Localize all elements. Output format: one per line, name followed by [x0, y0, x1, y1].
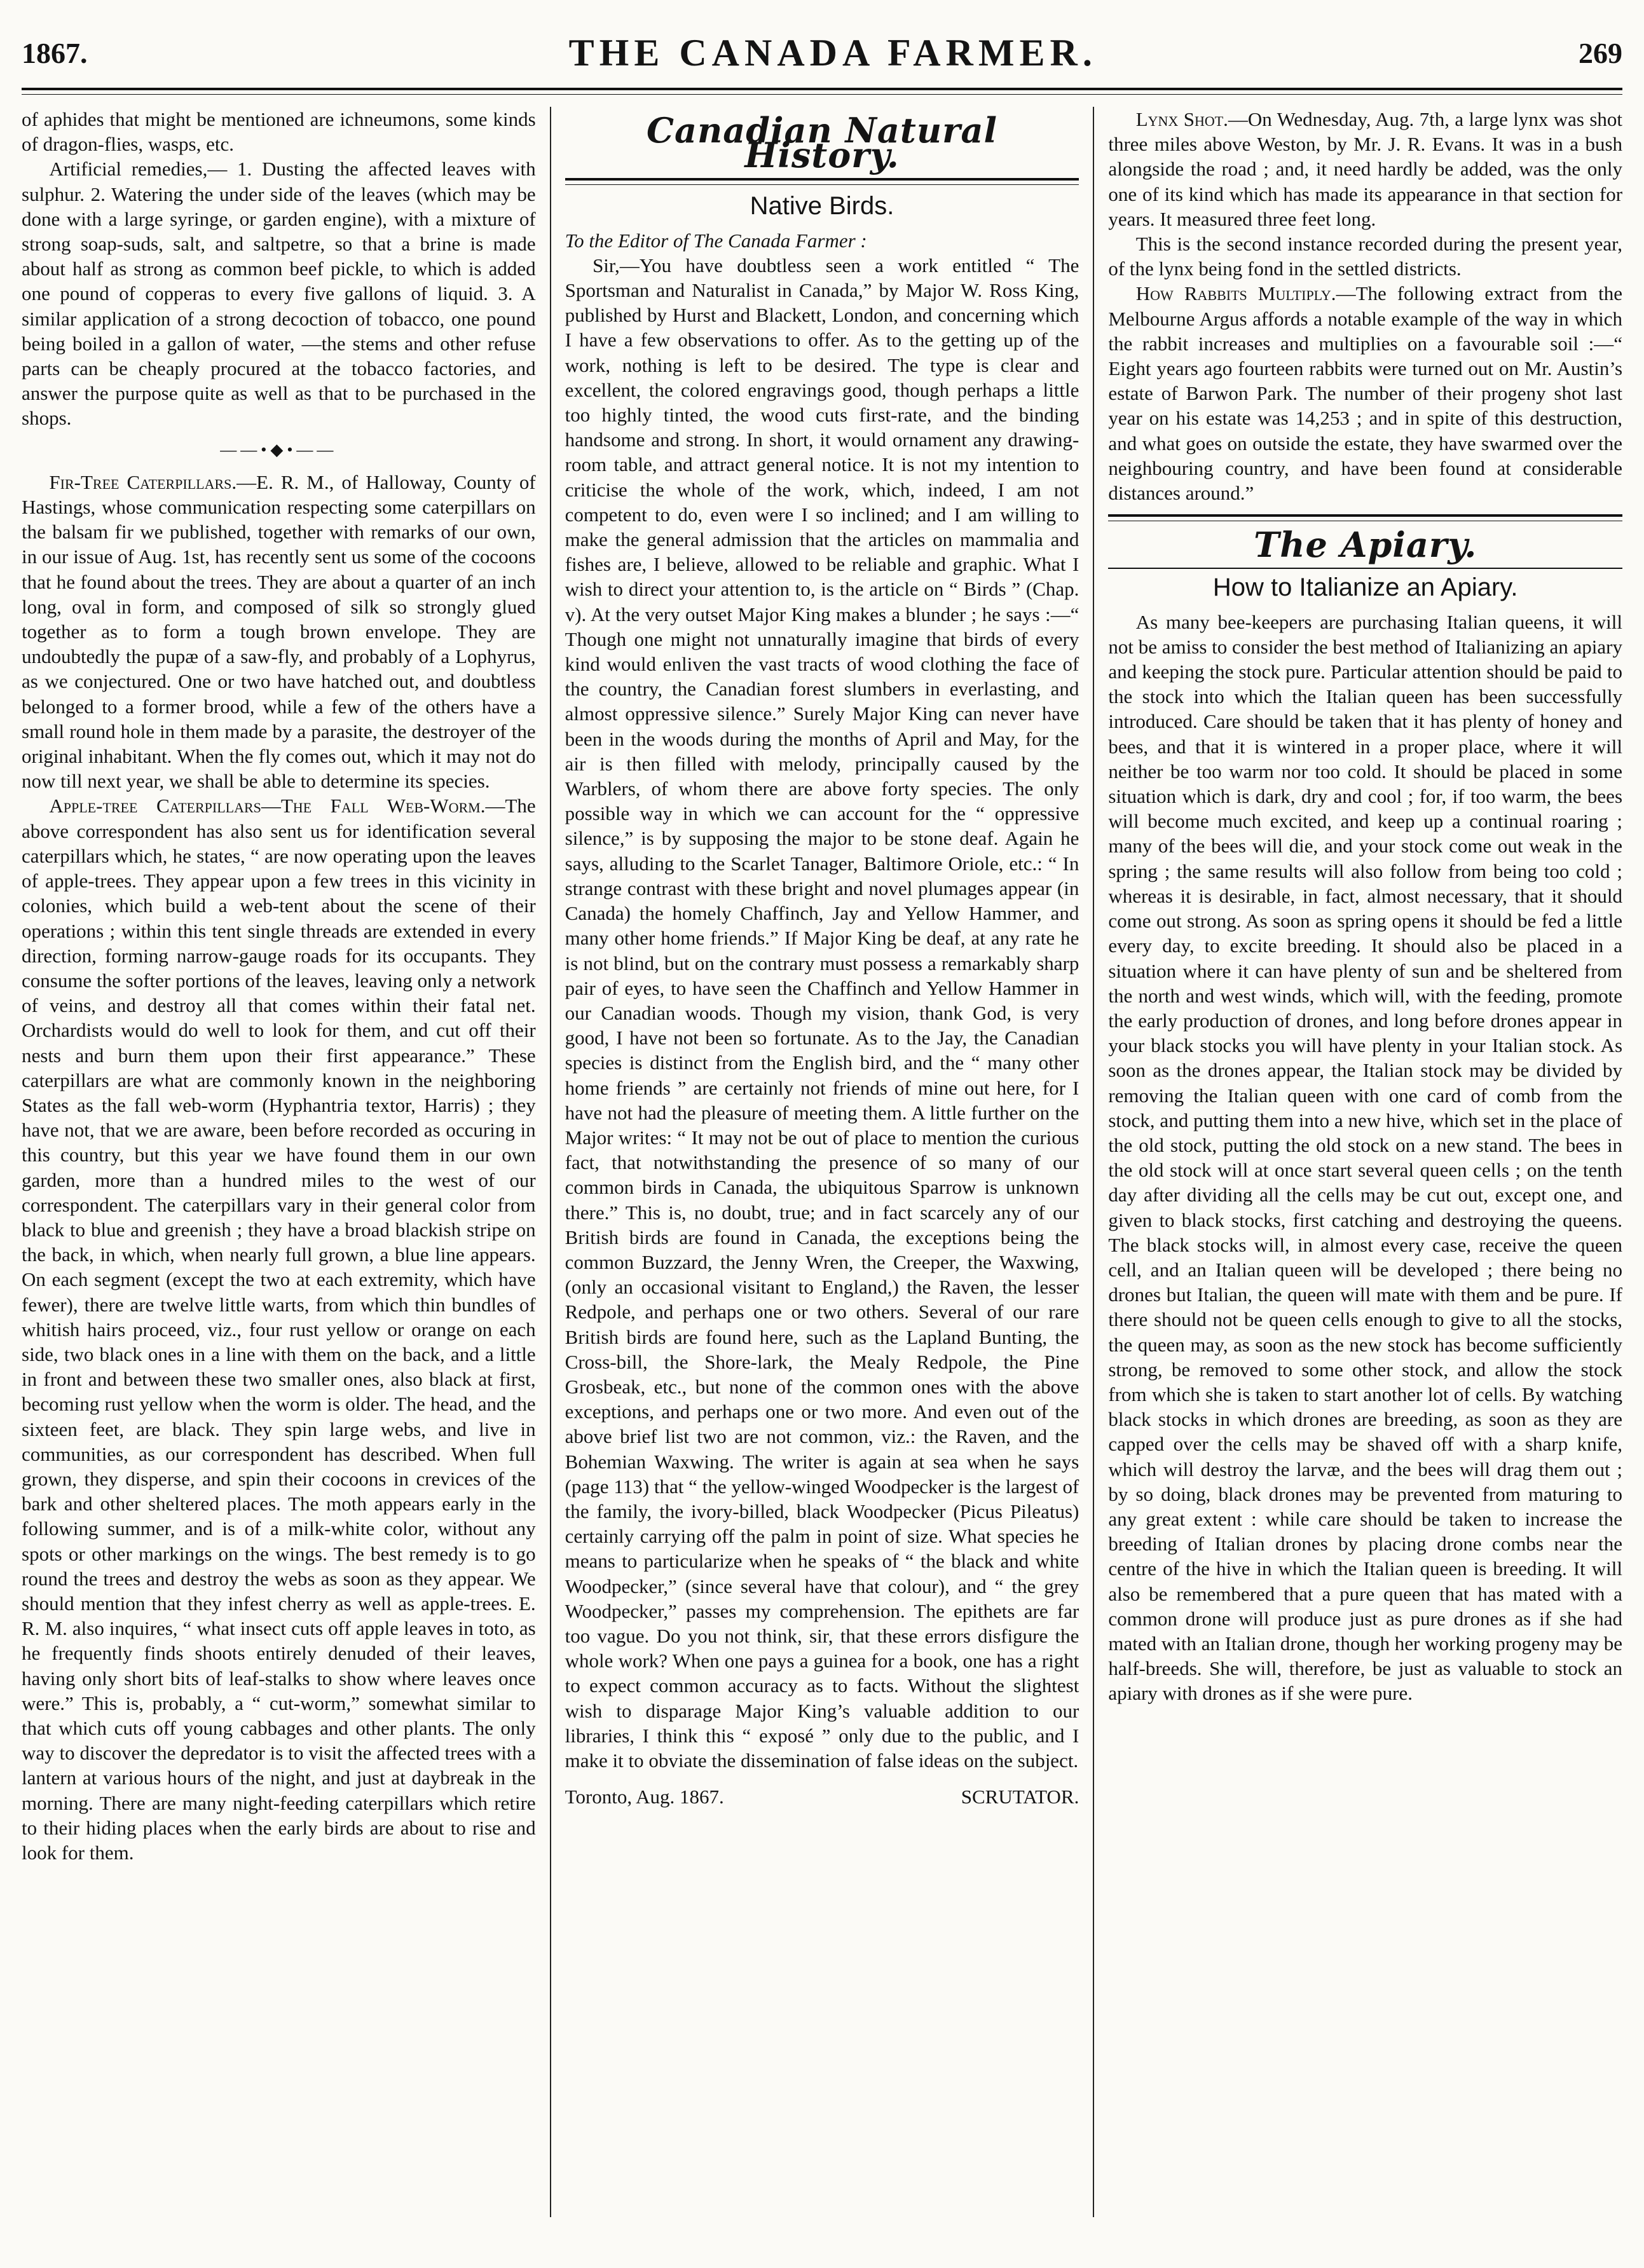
column-2 [551, 107, 1093, 2217]
dateline: Toronto, Aug. 1867. [565, 1786, 724, 1808]
article-apple [22, 793, 536, 1865]
article-firtree [22, 470, 536, 794]
article-body: —On Wednesday, Aug. 7th, a large lynx was shot three miles above Weston, by Mr. J. R. Evans. It was in a bush alongside the road ; and, it need hardly be added, was the only one of its kind which has made its appearance in that section for years. It measured three feet long. [1108, 108, 1623, 230]
letter-body: Sir,—You have doubtless seen a work entitled “ The Sportsman and Naturalist in Canada,” by Major W. Ross King, published by Hurst and Blackett, London, and concerning which I have a few observations to offer. As to the getting up of the work, nothing is left to be desired. The type is clear and excellent, the colored engravings good, though perhaps a little too highly tinted, the wood cuts first-rate, and the binding handsome and strong. In short, it would ornament any drawing-room table, and attract general notice. It is not my intention to criticise the whole of the work, which, indeed, I am not competent to do, even were I so inclined; and I am willing to make the general admission that the articles on mammalia and fishes are, I believe, allowed to be reliable and graphic. What I wish to direct your attention to, is the article on “ Birds ” (Chap. v). At the very outset Major King makes a blunder ; he says :—“ Though one might not unnaturally imagine that birds of every kind would enliven the vast tracts of wood clothing the face of the country, the Canadian forest slumbers in everlasting, and almost oppressive silence.” Surely Major King can never have been in the woods during the months of April and May, for the air is then filled with melody, principally caused by the Warblers, of whom there are above forty species. The only possible way in which we can account for the “ oppressive silence,” is by supposing the major to be stone deaf. Again he says, alluding to the Scarlet Tanager, Baltimore Oriole, etc.: “ In strange contrast with these bright and novel plumages appear (in Canada) the homely Chaffinch, Jay and Yellow Hammer, and many other home friends.” If Major King be deaf, at any rate he is not blind, but on the contrary must possess a remarkably sharp pair of eyes, to have seen the Chaffinch and Yellow Hammer in our Canadian woods. Though my vision, thank God, is very good, I have not been so fortunate. As to the Jay, the Canadian species is distinct from the English bird, and the “ many other home friends ” are certainly not friends of mine out here, for I have not had the pleasure of meeting them. A little further on the Major writes: “ It may not be out of place to mention the curious fact, that notwithstanding the presence of so many of our common birds in Canada, the ubiquitous Sparrow is unknown there.” This is, no doubt, true; and in fact scarcely any of our British birds are found in Canada, the exceptions being the common Buzzard, the Jenny Wren, the Creeper, the Waxwing, (only an occasional visitant to England,) the Raven, the lesser Redpole, and perhaps one or two others. Several of our rare British birds are found here, such as the Lapland Bunting, the Cross-bill, the Shore-lark, the Mealy Redpole, the Pine Grosbeak, etc., but none of the common ones with the above exceptions, and perhaps one or two more. And even out of the above brief list two are not common, viz.: the Raven, and the Bohemian Waxwing. The writer is again at sea when he says (page 113) that “ the yellow-winged Woodpecker is the largest of the family, the ivory-billed, black Woodpecker (Picus Pileatus) certainly carrying off the palm in point of size. What species he means to particularize when he speaks of “ the black and white Woodpecker,” (since several have that colour), and “ the grey Woodpecker,” passes my comprehension. The epithets are far too vague. Do you not think, sir, that these errors disfigure the whole work? When one pays a guinea for a book, one has a right to expect common accuracy as to facts. Without the slightest wish to disparage Major King’s valuable addition to our libraries, I think this “ exposé ” only due to the public, and I make it to obviate the dissemination of false ideas on the subject. [565, 254, 1079, 1772]
article-title: How to Italianize an Apiary. [1212, 573, 1518, 602]
article-lead: Apple-tree Caterpillars—The Fall Web-Worm. [49, 795, 486, 817]
title-rule [1108, 568, 1622, 569]
signature: SCRUTATOR. [961, 1786, 1079, 1808]
column-3 [1094, 107, 1622, 2217]
paragraph: of aphides that might be mentioned are ichneumons, some kinds of dragon-flies, wasps, etc. [22, 108, 536, 156]
page-number: 269 [1579, 36, 1622, 69]
section-rule [565, 178, 1079, 185]
header-rule-thin [22, 94, 1622, 95]
section-heading: The Apiary. [1254, 524, 1477, 566]
header-rule [22, 88, 1622, 90]
signoff [565, 1784, 1079, 1809]
columns [22, 107, 1622, 2217]
article-body: As many bee-keepers are purchasing Italian queens, it will not be amiss to consider the best method of Italianizing an apiary and keeping the stock pure. Particular attention should be paid to the stock into which the Italian queen has been successfully introduced. Care should be taken that it has plenty of honey and bees, and that it is wintered in a proper place, where it will neither be too warm nor too cold. It should be placed in some situation which is dark, dry and cool ; for, if too warm, the bees will become much excited, and keep up a continual roaring ; many of the bees will die, and your stock come out weak in the spring ; the same results will also follow from being too cold ; whereas it is desirable, in fact, almost necessary, that it should come out strong. As soon as spring opens it should be fed a little every day, to excite breeding. It should also be placed in a situation where it can have plenty of sun and be sheltered from the north and west winds, which will, with the feeding, promote the early production of drones, and long before drones appear in your black stocks you will have plenty in your Italian stock. As soon as the drones appear, the Italian stock may be divided by removing the Italian queen with one card of comb from the stock, and putting them into a new hive, which set in the place of the old stock, putting the old stock on a new stand. The bees in the old stock will at once start several queen cells ; on the tenth day after dividing all the cells may be cut out, except one, and given to black stocks, first catching and destroying the queens. The black stocks will, in almost every case, receive the queen cell, and an Italian queen will be developed ; there being no drones but Italian, the queen will mate with them and be pure. If there should not be queen cells enough to give to all the stocks, the queen may, as soon as the new stock has become sufficiently strong, be removed to some other stock, and allow the stock from which she is taken to start another lot of cells. By watching black stocks in which drones are breeding, as soon as they are capped over the cells may be shaved off with a sharp knife, which will destroy the larvæ, and the bees will drag them out ; by so doing, black drones may be prevented from maturing to any great extent : while care should be taken to increase the breeding of Italian drones by placing drone combs near the centre of the hive in which the Italian queen is breeding. It will also be remembered that a pure queen that has mated with a common drone will produce just as pure drones as if she had mated with an Italian drone, though her working progeny may be half-breeds. She will, therefore, be just as valuable to stock an apiary with drones as if she were pure. [1108, 610, 1623, 1705]
ornament-divider: ——•◆•—— [220, 440, 338, 459]
paragraph: Artificial remedies,— 1. Dusting the affected leaves with sulphur. 2. Watering the under side of the leaves (which may be done with a large syringe, or garden engine), with a mixture of strong soap-suds, salt, and saltpetre, so that a brine is made about half as strong as common beef pickle, to which is added one pound of copperas to every five gallons of liquid. 3. A similar application of a strong decoction of tobacco, one pound being boiled in a gallon of water, —the stems and other refuse parts can be cheaply procured at the tobacco factories, and answer the purpose quite as well as that to be purchased in the shops. [22, 158, 536, 430]
article-rabbits [1108, 281, 1622, 505]
paragraph: This is the second instance recorded during the present year, of the lynx being fond in the settled districts. [1108, 233, 1623, 280]
article-body: —The following extract from the Melbourne Argus affords a notable example of the way in which the rabbit increases and multiplies on a favourable soil :—“ Eight years ago fourteen rabbits were turned out on Mr. Austin’s estate of Barwon Park. The number of their progeny shot last year on his estate was 14,253 ; and in spite of this destruction, and what goes on outside the estate, they have swarmed over the neighbouring country, and have been found at considerable distances around.” [1108, 282, 1623, 505]
newspaper-title: THE CANADA FARMER. [568, 31, 1097, 74]
article-lead: Lynx Shot. [1135, 108, 1228, 130]
issue-year: 1867. [22, 36, 88, 69]
section-rule [1108, 514, 1622, 521]
column-1 [22, 107, 550, 2217]
article-body: —The above correspondent has also sent us for identification several caterpillars which, he states, “ are now operating upon the leaves of apple-trees. They appear upon a few trees in this vicinity in colonies, which build a web-tent about the scene of their operations ; within this tent single threads are extended in every direction, forming narrow-gauge roads for its occupants. They consume the softer portions of the leaves, leaving only a network of veins, and destroy all that comes within their fatal net. Orchardists would do well to look for them, and cut off their nests and burn them upon their first appearance.” These caterpillars are what are commonly known in the neighboring States as the fall web-worm (Hyphantria textor, Harris) ; they have not, that we are aware, been before recorded as occuring in this country, but this year we have found them in our own garden, more than a hundred miles to the west of our correspondent. The caterpillars vary in their general color from black to blue and greenish ; they have a broad blackish stripe on the back, in which, when nearly full grown, a blue line appears. On each segment (except the two at each extremity, which have fewer), there are twelve little warts, from which thin bundles of whitish hairs proceed, viz., four rust yellow or orange on each side, two black ones in a line with them on the back, and a little in front and between these two smaller ones, also black at first, becoming rust yellow when the worm is older. The head, and the sixteen feet, are black. They spin large webs, and live in communities, as our correspondent has described. When full grown, they disperse, and spin their cocoons in crevices of the bark and other sheltered places. The moth appears early in the following summer, and is of a milk-white color, without any spots or other markings on the wings. The best remedy is to go round the trees and destroy the webs as soon as they appear. We should mention that they infest cherry as well as apple-trees. E. R. M. also inquires, “ what insect cuts off apple leaves in toto, as he frequently finds shoots entirely denuded of their leaves, having only short bits of leaf-stalks to show where leaves once were.” This is, probably, a “ cut-worm,” somewhat similar to that which cuts off young cabbages and other plants. The only way to discover the depredator is to visit the affected trees with a lantern at various hours of the night, and just at daybreak in the morning. There are many night-feeding caterpillars which retire to their hiding places when the early birds are about to rise and look for them. [22, 795, 536, 1864]
section-heading: Canadian Natural History. [646, 110, 998, 176]
article-body: —E. R. M., of Halloway, County of Hastings, whose communication respecting some caterpillars on the balsam fir we published, together with remarks of our own, in our issue of Aug. 1st, has recently sent us some of the cocoons that he found about the trees. They are about a quarter of an inch long, oval in form, and composed of silk so strongly glued together as to form a tough brown envelope. They are undoubtedly the pupæ of a saw-fly, and probably of a Lophyrus, as we conjectured. One or two have hatched out, and doubtless belonged to a former brood, while a few of the others have a small round hole in them made by a parasite, the destroyer of the original inhabitant. When the fly comes out, which it may not do now till next year, we shall be able to determine its species. [22, 470, 536, 793]
masthead [22, 24, 1622, 81]
salutation: To the Editor of The Canada Farmer : [565, 229, 867, 252]
article-lead: Fir-Tree Caterpillars. [49, 470, 237, 493]
article-lead: How Rabbits Multiply. [1135, 282, 1336, 305]
article-lynx [1108, 107, 1622, 231]
article-title: Native Birds. [750, 192, 894, 221]
